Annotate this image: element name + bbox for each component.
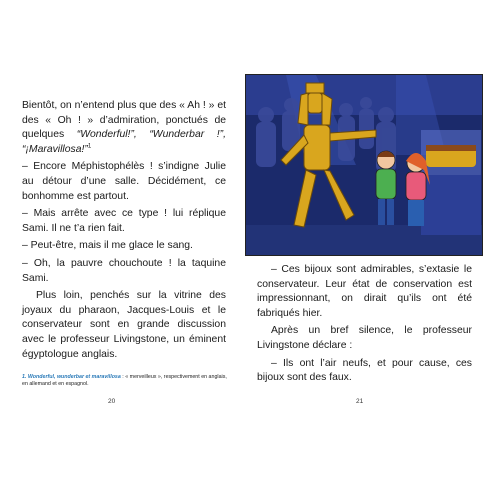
paragraph-text: Après un bref silence, le professeur Livingstone déclare : — [257, 325, 472, 351]
paragraph-text: – Oh, la pauvre chouchoute ! la taquine Sami. — [22, 257, 226, 284]
paragraph — [22, 257, 226, 286]
paragraph — [22, 160, 226, 204]
paragraph-text: “Wonderful!”, “Wunderbar !”, “¡Maravillosa!” — [22, 129, 226, 155]
left-page-text — [22, 99, 226, 365]
paragraph-text: – Encore Méphistophélès ! s’indigne Julie au détour d’une salle. Décidément, ce bonhomme est partout. — [22, 161, 226, 202]
paragraph-text: – Peut-être, mais il me glace le sang. — [22, 240, 193, 252]
footnote-ref: 1 — [87, 143, 92, 150]
paragraph-text: Bientôt, on n’entend plus que des « Ah ! » et des « Oh ! » d’admiration, ponctués de quelques — [22, 100, 226, 141]
footnote-text: : « merveilleux », respectivement en anglais, en allemand et en espagnol. — [22, 374, 227, 387]
paragraph — [257, 324, 472, 353]
paragraph — [22, 239, 226, 254]
footnote-number: 1. — [22, 374, 27, 380]
paragraph-text: Plus loin, penchés sur la vitrine des joyaux du pharaon, Jacques-Louis et le conservateur sont en grande discussion avec le professeur Livingstone, un éminent égyptologue anglais. — [22, 290, 226, 360]
paragraph-text: – Ils ont l’air neufs, et pour cause, ces bijoux sont des faux. — [257, 357, 472, 384]
right-page — [243, 0, 486, 486]
museum-illustration — [245, 74, 483, 256]
paragraph — [22, 289, 226, 362]
paragraph-text: – Ces bijoux sont admirables, s’extasie le conservateur. Leur état de conservation est impressionnant, on dirait qu’ils ont été fabriqués hier. — [257, 264, 472, 319]
right-page-text — [257, 263, 472, 389]
paragraph-text: – Mais arrête avec ce type ! lui réplique Sami. Il ne t’a rien fait. — [22, 208, 226, 234]
paragraph — [22, 99, 226, 157]
paragraph — [22, 207, 226, 236]
footnote-words: Wonderful, wunderbar et maravillosa — [27, 374, 121, 380]
paragraph — [257, 357, 472, 386]
footnote — [22, 374, 232, 388]
page-number-right: 21 — [356, 398, 364, 405]
page-number-left: 20 — [108, 398, 116, 405]
paragraph — [257, 263, 472, 321]
